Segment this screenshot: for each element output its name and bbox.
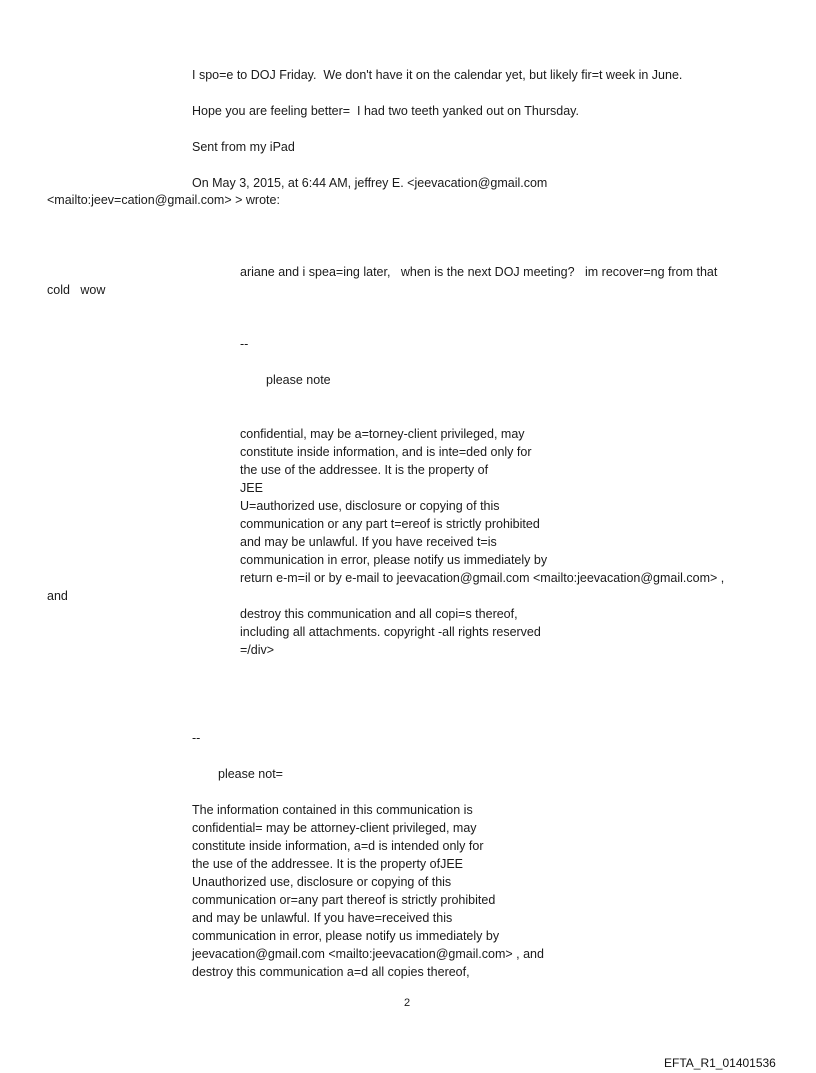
- reply-line-1: I spo=e to DOJ Friday. We don't have it on the calendar yet, but likely fir=t week in June.: [192, 68, 683, 82]
- quoted-disclaimer-line: destroy this communication and all copi=s thereof,: [240, 607, 518, 621]
- quote-header-line-2: <mailto:jeev=cation@gmail.com> > wrote:: [47, 193, 280, 207]
- outer-disclaimer-line: communication or=any part thereof is strictly prohibited: [192, 893, 496, 907]
- quoted-disclaimer-line: including all attachments. copyright -all rights reserved: [240, 625, 541, 639]
- quoted-disclaimer-line: =/div>: [240, 643, 275, 657]
- quoted-message-line: ariane and i spea=ing later, when is the next DOJ meeting? im recover=ng from that: [240, 265, 718, 279]
- outer-disclaimer-line: confidential= may be attorney-client privileged, may: [192, 821, 477, 835]
- quoted-disclaimer-line: JEE: [240, 481, 263, 495]
- outer-disclaimer-line: jeevacation@gmail.com <mailto:jeevacation@gmail.com> , and: [192, 947, 544, 961]
- quoted-disclaimer-line: confidential, may be a=torney-client privileged, may: [240, 427, 525, 441]
- quoted-disclaimer-line: communication or any part t=ereof is strictly prohibited: [240, 517, 540, 531]
- page-number: 2: [404, 997, 411, 1009]
- outer-disclaimer-line: destroy this communication a=d all copies thereof,: [192, 965, 470, 979]
- quoted-disclaimer-line: and may be unlawful. If you have received t=is: [240, 535, 497, 549]
- outer-disclaimer-line: The information contained in this communication is: [192, 803, 473, 817]
- quoted-disclaimer-line: the use of the addressee. It is the property of: [240, 463, 489, 477]
- outer-disclaimer-line: communication in error, please notify us immediately by: [192, 929, 500, 943]
- outer-disclaimer-line: constitute inside information, a=d is intended only for: [192, 839, 484, 853]
- quoted-disclaimer-line: constitute inside information, and is inte=ded only for: [240, 445, 532, 459]
- outer-disclaimer-line: Unauthorized use, disclosure or copying of this: [192, 875, 452, 889]
- outer-sig-separator: --: [192, 731, 201, 745]
- quoted-message-wrap: cold wow: [47, 283, 106, 297]
- outer-disclaimer-line: the use of the addressee. It is the property ofJEE: [192, 857, 463, 871]
- quoted-disclaimer-line: return e-m=il or by e-mail to jeevacation@gmail.com <mailto:jeevacation@gmail.com> ,: [240, 571, 725, 585]
- quoted-sig-separator: --: [240, 337, 249, 351]
- outer-disclaimer-line: and may be unlawful. If you have=received this: [192, 911, 453, 925]
- quote-header-line-1: On May 3, 2015, at 6:44 AM, jeffrey E. <jeevacation@gmail.com: [192, 176, 548, 190]
- quoted-disclaimer-wrap: and: [47, 589, 68, 603]
- quoted-disclaimer-line: U=authorized use, disclosure or copying of this: [240, 499, 500, 513]
- bates-number: EFTA_R1_01401536: [664, 1056, 776, 1070]
- reply-line-2: Hope you are feeling better= I had two teeth yanked out on Thursday.: [192, 104, 579, 118]
- quoted-disclaimer-line: communication in error, please notify us immediately by: [240, 553, 548, 567]
- quoted-please-note: please note: [266, 373, 331, 387]
- outer-please-note: please not=: [218, 767, 283, 781]
- reply-signature: Sent from my iPad: [192, 140, 295, 154]
